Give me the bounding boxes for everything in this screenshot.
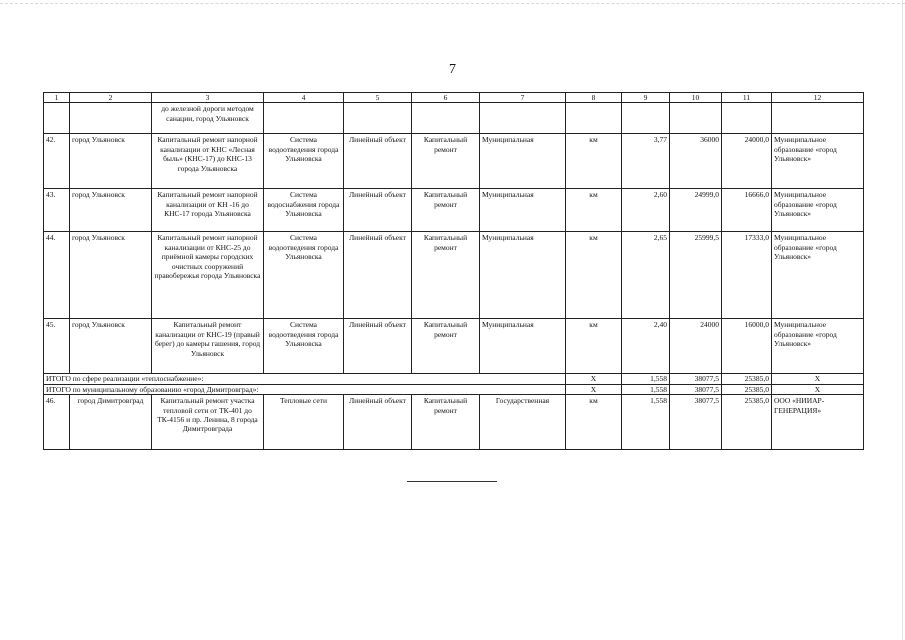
- amount-cell: 25385,0: [722, 395, 772, 450]
- executor-cell: ООО «НИИАР-ГЕНЕРАЦИЯ»: [772, 395, 864, 450]
- page-number: 7: [449, 62, 456, 77]
- total-amount: 25385,0: [722, 384, 772, 394]
- row-number: 42.: [44, 134, 70, 189]
- system-cell: Система водоотведения города Ульяновска: [264, 134, 344, 189]
- scan-edge-right: [902, 0, 903, 640]
- object-type-cell: Линейный объект: [344, 395, 412, 450]
- column-number: 5: [344, 93, 412, 103]
- table-row: [44, 134, 864, 189]
- scan-edge-top: [0, 3, 905, 4]
- total-executor: X: [772, 374, 864, 384]
- amount-cell: 24000,0: [722, 134, 772, 189]
- place-cell: город Ульяновск: [70, 232, 152, 319]
- total-unit: X: [566, 384, 622, 394]
- total-cell: 38077,5: [670, 395, 722, 450]
- continued-description: до железной дороги методом санации, город Ульяновск: [152, 103, 264, 134]
- total-sum: 38077,5: [670, 374, 722, 384]
- object-type-cell: Линейный объект: [344, 319, 412, 374]
- column-number: 7: [480, 93, 566, 103]
- system-cell: Система водоснабжения города Ульяновска: [264, 189, 344, 232]
- column-number: 1: [44, 93, 70, 103]
- work-type-cell: Капитальный ремонт: [412, 189, 480, 232]
- total-length: 1,558: [622, 374, 670, 384]
- place-cell: город Димитровград: [70, 395, 152, 450]
- executor-cell: Муниципальное образование «город Ульяновск»: [772, 189, 864, 232]
- place-cell: город Ульяновск: [70, 134, 152, 189]
- description-cell: Капитальный ремонт напорной канализации от КНС-25 до приёмной камеры городских очистных сооружений правобережья города Ульяновска: [152, 232, 264, 319]
- total-unit: X: [566, 374, 622, 384]
- ownership-cell: Муниципальная: [480, 189, 566, 232]
- unit-cell: км: [566, 189, 622, 232]
- length-cell: 2,40: [622, 319, 670, 374]
- total-cell: 36000: [670, 134, 722, 189]
- work-type-cell: Капитальный ремонт: [412, 232, 480, 319]
- total-length: 1,558: [622, 384, 670, 394]
- column-number: 12: [772, 93, 864, 103]
- amount-cell: 17333,0: [722, 232, 772, 319]
- ownership-cell: Муниципальная: [480, 232, 566, 319]
- column-number: 11: [722, 93, 772, 103]
- row-number: 46.: [44, 395, 70, 450]
- description-cell: Капитальный ремонт канализации от КНС-19 (правый берег) до камеры гашения, город Ульяновск: [152, 319, 264, 374]
- description-cell: Капитальный ремонт напорной канализации от КН -16 до КНС-17 города Ульяновска: [152, 189, 264, 232]
- length-cell: 2,60: [622, 189, 670, 232]
- description-cell: Капитальный ремонт участка тепловой сети от ТК-401 до ТК-4156 и пр. Ленина, 8 города Димитровграда: [152, 395, 264, 450]
- row-number: 45.: [44, 319, 70, 374]
- row-number: 44.: [44, 232, 70, 319]
- unit-cell: км: [566, 232, 622, 319]
- object-type-cell: Линейный объект: [344, 232, 412, 319]
- total-label: ИТОГО по сфере реализации «теплоснабжение»:: [44, 374, 566, 384]
- total-sum: 38077,5: [670, 384, 722, 394]
- ownership-cell: Государственная: [480, 395, 566, 450]
- executor-cell: Муниципальное образование «город Ульяновск»: [772, 134, 864, 189]
- object-type-cell: Линейный объект: [344, 134, 412, 189]
- length-cell: 2,65: [622, 232, 670, 319]
- column-number: 9: [622, 93, 670, 103]
- total-label: ИТОГО по муниципальному образованию «город Димитровград»:: [44, 384, 566, 394]
- total-cell: 24000: [670, 319, 722, 374]
- footer-separator-line: [407, 481, 497, 482]
- investment-table: [43, 92, 864, 450]
- work-type-cell: Капитальный ремонт: [412, 319, 480, 374]
- executor-cell: Муниципальное образование «город Ульяновск»: [772, 319, 864, 374]
- ownership-cell: Муниципальная: [480, 319, 566, 374]
- column-number: 6: [412, 93, 480, 103]
- system-cell: Система водоотведения города Ульяновска: [264, 319, 344, 374]
- work-type-cell: Капитальный ремонт: [412, 395, 480, 450]
- system-cell: Тепловые сети: [264, 395, 344, 450]
- column-number: 10: [670, 93, 722, 103]
- total-cell: 25999,5: [670, 232, 722, 319]
- description-cell: Капитальный ремонт напорной канализации от КНС «Лесная быль» (КНС-17) до КНС-13 города Ульяновска: [152, 134, 264, 189]
- length-cell: 1,558: [622, 395, 670, 450]
- unit-cell: км: [566, 319, 622, 374]
- row-number: 43.: [44, 189, 70, 232]
- executor-cell: Муниципальное образование «город Ульяновск»: [772, 232, 864, 319]
- unit-cell: км: [566, 395, 622, 450]
- column-number-row: [44, 93, 864, 103]
- ownership-cell: Муниципальная: [480, 134, 566, 189]
- table-row: [44, 189, 864, 232]
- total-row-heat-supply: [44, 374, 864, 384]
- place-cell: город Ульяновск: [70, 319, 152, 374]
- work-type-cell: Капитальный ремонт: [412, 134, 480, 189]
- continuation-row: [44, 103, 864, 134]
- column-number: 8: [566, 93, 622, 103]
- column-number: 4: [264, 93, 344, 103]
- table-row: [44, 395, 864, 450]
- table-row: [44, 319, 864, 374]
- table-row: [44, 232, 864, 319]
- length-cell: 3,77: [622, 134, 670, 189]
- unit-cell: км: [566, 134, 622, 189]
- column-number: 2: [70, 93, 152, 103]
- column-number: 3: [152, 93, 264, 103]
- object-type-cell: Линейный объект: [344, 189, 412, 232]
- total-amount: 25385,0: [722, 374, 772, 384]
- total-executor: X: [772, 384, 864, 394]
- amount-cell: 16000,0: [722, 319, 772, 374]
- place-cell: город Ульяновск: [70, 189, 152, 232]
- amount-cell: 16666,0: [722, 189, 772, 232]
- system-cell: Система водоотведения города Ульяновска: [264, 232, 344, 319]
- total-cell: 24999,0: [670, 189, 722, 232]
- total-row-dimitrovgrad: [44, 384, 864, 394]
